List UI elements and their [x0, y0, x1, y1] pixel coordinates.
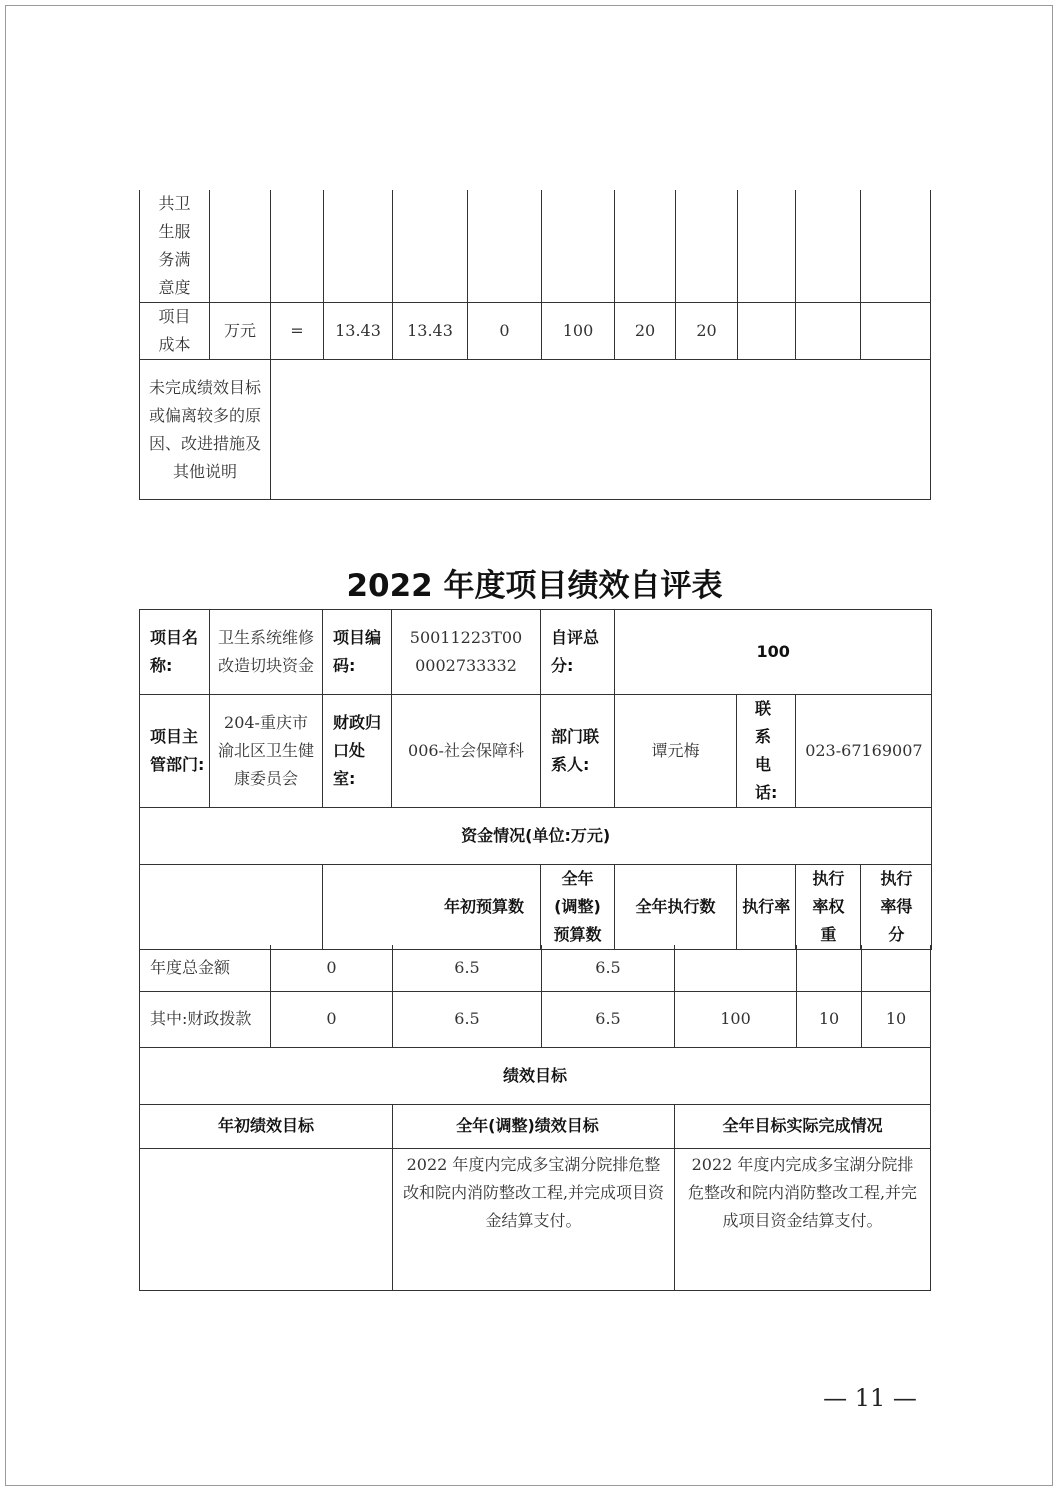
funds-header-weight: 执行率权重 [796, 865, 861, 949]
value-cell: 13.43 [393, 303, 468, 360]
funds-value: 100 [675, 991, 797, 1047]
goals-actual: 2022 年度内完成多宝湖分院排危整改和院内消防整改工程,并完成项目资金结算支付。 [675, 1148, 931, 1290]
finance-office-label: 财政归口处室: [323, 695, 392, 808]
goals-adjusted: 2022 年度内完成多宝湖分院排危整改和院内消防整改工程,并完成项目资金结算支付。 [393, 1148, 675, 1290]
reason-label: 未完成绩效目标或偏离较多的原因、改进措施及其他说明 [140, 360, 271, 500]
value-cell: 100 [542, 303, 615, 360]
table-row [140, 610, 932, 695]
finance-office: 006-社会保障科 [392, 695, 541, 808]
value-cell: 0 [468, 303, 542, 360]
phone-label: 联系电话: [737, 695, 796, 808]
goals-header-adjusted: 全年(调整)绩效目标 [393, 1104, 675, 1148]
funds-value: 0 [271, 945, 393, 991]
value-cell: 13.43 [324, 303, 393, 360]
operator-cell: = [271, 303, 324, 360]
phone-number: 023-67169007 [796, 695, 932, 808]
table-row [140, 808, 932, 865]
table-row [140, 190, 931, 303]
table-row [140, 695, 932, 808]
previous-table [139, 190, 931, 500]
funds-value [797, 945, 862, 991]
funds-header: 年初预算数 [323, 865, 541, 950]
project-name-label: 项目名称: [140, 610, 210, 695]
funds-goals-table [139, 945, 931, 1291]
value-cell: 20 [676, 303, 738, 360]
funds-value: 6.5 [393, 945, 542, 991]
table-row [140, 1104, 931, 1148]
funds-value: 10 [862, 991, 931, 1047]
table-row [140, 360, 931, 500]
funds-header [796, 865, 932, 950]
unit-cell: 万元 [210, 303, 271, 360]
contact-label: 部门联系人: [541, 695, 615, 808]
funds-header: 全年(调整)预算数 [541, 865, 615, 950]
funds-header-empty [140, 865, 323, 950]
evaluation-table [139, 609, 932, 950]
department-label: 项目主管部门: [140, 695, 210, 808]
funds-value [675, 945, 797, 991]
page-number: — 11 — [823, 1384, 917, 1412]
indicator-label: 项目成本 [140, 303, 210, 360]
department: 204-重庆市渝北区卫生健康委员会 [210, 695, 323, 808]
funds-value: 0 [271, 991, 393, 1047]
indicator-label: 共卫生服务满意度 [140, 190, 210, 303]
table-row [140, 865, 932, 950]
table-row [140, 945, 931, 991]
page-title: 2022 年度项目绩效自评表 [346, 568, 723, 604]
table-row [140, 1047, 931, 1104]
table-row [140, 991, 931, 1047]
funds-row-label: 其中:财政拨款 [140, 991, 271, 1047]
funds-header-score: 执行率得分 [880, 869, 913, 944]
project-code: 50011223T000002733332 [392, 610, 541, 695]
funds-header: 执行率 [737, 865, 796, 950]
table-row [140, 1148, 931, 1290]
funds-value: 10 [797, 991, 862, 1047]
funds-value: 6.5 [393, 991, 542, 1047]
reason-content [271, 360, 931, 500]
goals-header-actual: 全年目标实际完成情况 [675, 1104, 931, 1148]
contact-person: 谭元梅 [615, 695, 737, 808]
funds-value: 6.5 [542, 945, 675, 991]
table-row [140, 303, 931, 360]
goals-header-initial: 年初绩效目标 [140, 1104, 393, 1148]
total-score: 100 [615, 610, 932, 695]
score-label: 自评总分: [541, 610, 615, 695]
value-cell: 20 [615, 303, 676, 360]
goals-initial [140, 1148, 393, 1290]
project-code-label: 项目编码: [323, 610, 392, 695]
project-name: 卫生系统维修改造切块资金 [210, 610, 323, 695]
funds-row-label: 年度总金额 [140, 945, 271, 991]
funds-value [862, 945, 931, 991]
funds-value: 6.5 [542, 991, 675, 1047]
funds-section-title: 资金情况(单位:万元) [140, 808, 932, 865]
goals-section-title: 绩效目标 [140, 1047, 931, 1104]
funds-header: 全年执行数 [615, 865, 737, 950]
